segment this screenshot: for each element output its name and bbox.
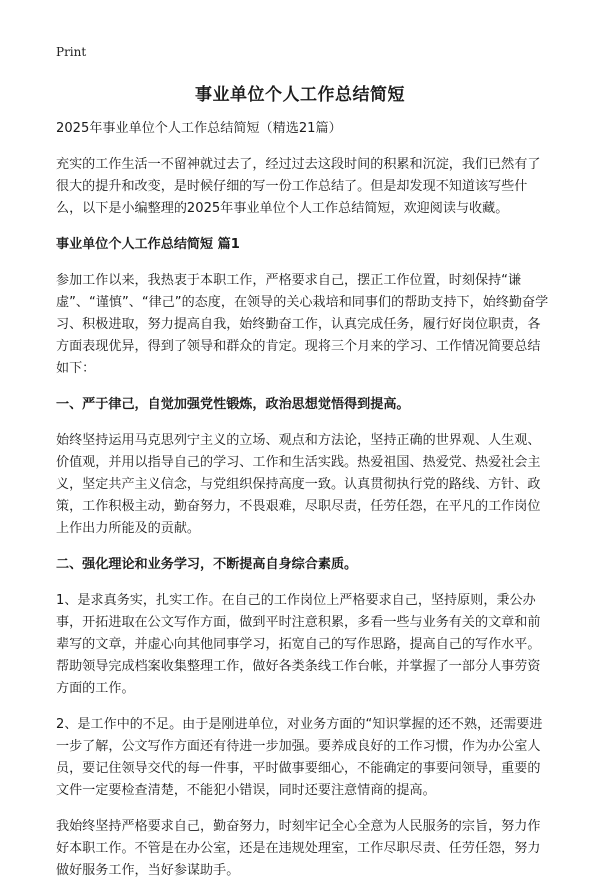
paragraph: 参加工作以来，我热衷于本职工作，严格要求自己，摆正工作位置，时刻保持“谦虚”、“谨慎”、“律己”的态度，在领导的关心栽培和同事们的帮助支持下，始终勤奋学习、积极进取，努力提高自我，始终勤奋工作，认真完成任务，履行好岗位职责，各方面表现优异，得到了领导和群众的肯定。现将三个月来的学习、工作情况简要总结如下： — [56, 273, 549, 376]
paragraph: 1、是求真务实，扎实工作。在自己的工作岗位上严格要求自己，坚持原则，秉公办事，开拓进取在公文写作方面，做到平时注意积累，多看一些与业务有关的文章和前辈写的文章，并虚心向其他同事学习，拓宽自己的写作思路，提高自己的写作水平。帮助领导完成档案收集整理工作，做好各类条线工作台帐，并掌握了一部分人事劳资方面的工作。 — [56, 593, 541, 696]
article-subtitle: 2025年事业单位个人工作总结简短（精选21篇） — [56, 121, 342, 136]
section-title: 事业单位个人工作总结简短 篇1 — [56, 237, 240, 252]
section-heading: 二、强化理论和业务学习，不断提高自身综合素质。 — [56, 557, 358, 572]
section-heading: 一、严于律己，自觉加强党性锻炼，政治思想觉悟得到提高。 — [56, 397, 410, 412]
intro-paragraph: 充实的工作生活一不留神就过去了，经过过去这段时间的积累和沉淀，我们已然有了很大的提升和改变，是时候仔细的写一份工作总结了。但是却发现不知道该写些什么，以下是小编整理的2025年事业单位个人工作总结简短，欢迎阅读与收藏。 — [56, 157, 541, 216]
article-body — [56, 118, 553, 896]
paragraph: 2、是工作中的不足。由于是刚进单位，对业务方面的“知识掌握的还不熟，还需要进一步了解，公文写作方面还有待进一步加强。要养成良好的工作习惯，作为办公室人员，要记住领导交代的每一件事，平时做事要细心，不能确定的事要问领导，重要的文件一定要检查清楚，不能犯小错误，同时还要注意情商的提高。 — [56, 717, 543, 798]
page-title: 事业单位个人工作总结简短 — [195, 85, 405, 105]
print-link[interactable]: Print — [56, 45, 87, 59]
paragraph: 我始终坚持严格要求自己，勤奋努力，时刻牢记全心全意为人民服务的宗旨，努力作好本职工作。不管是在办公室，还是在违规处理室，工作尽职尽责、任劳任怨，努力做好服务工作，当好参谋助手。 — [56, 819, 541, 878]
paragraph: 始终坚持运用马克思列宁主义的立场、观点和方法论，坚持正确的世界观、人生观、价值观，并用以指导自己的学习、工作和生活实践。热爱祖国、热爱党、热爱社会主义，坚定共产主义信念，与党组织保持高度一致。认真贯彻执行党的路线、方针、政策，工作积极主动，勤奋努力，不畏艰难，尽职尽责，任劳任怨，在平凡的工作岗位上作出力所能及的贡献。 — [56, 433, 541, 536]
